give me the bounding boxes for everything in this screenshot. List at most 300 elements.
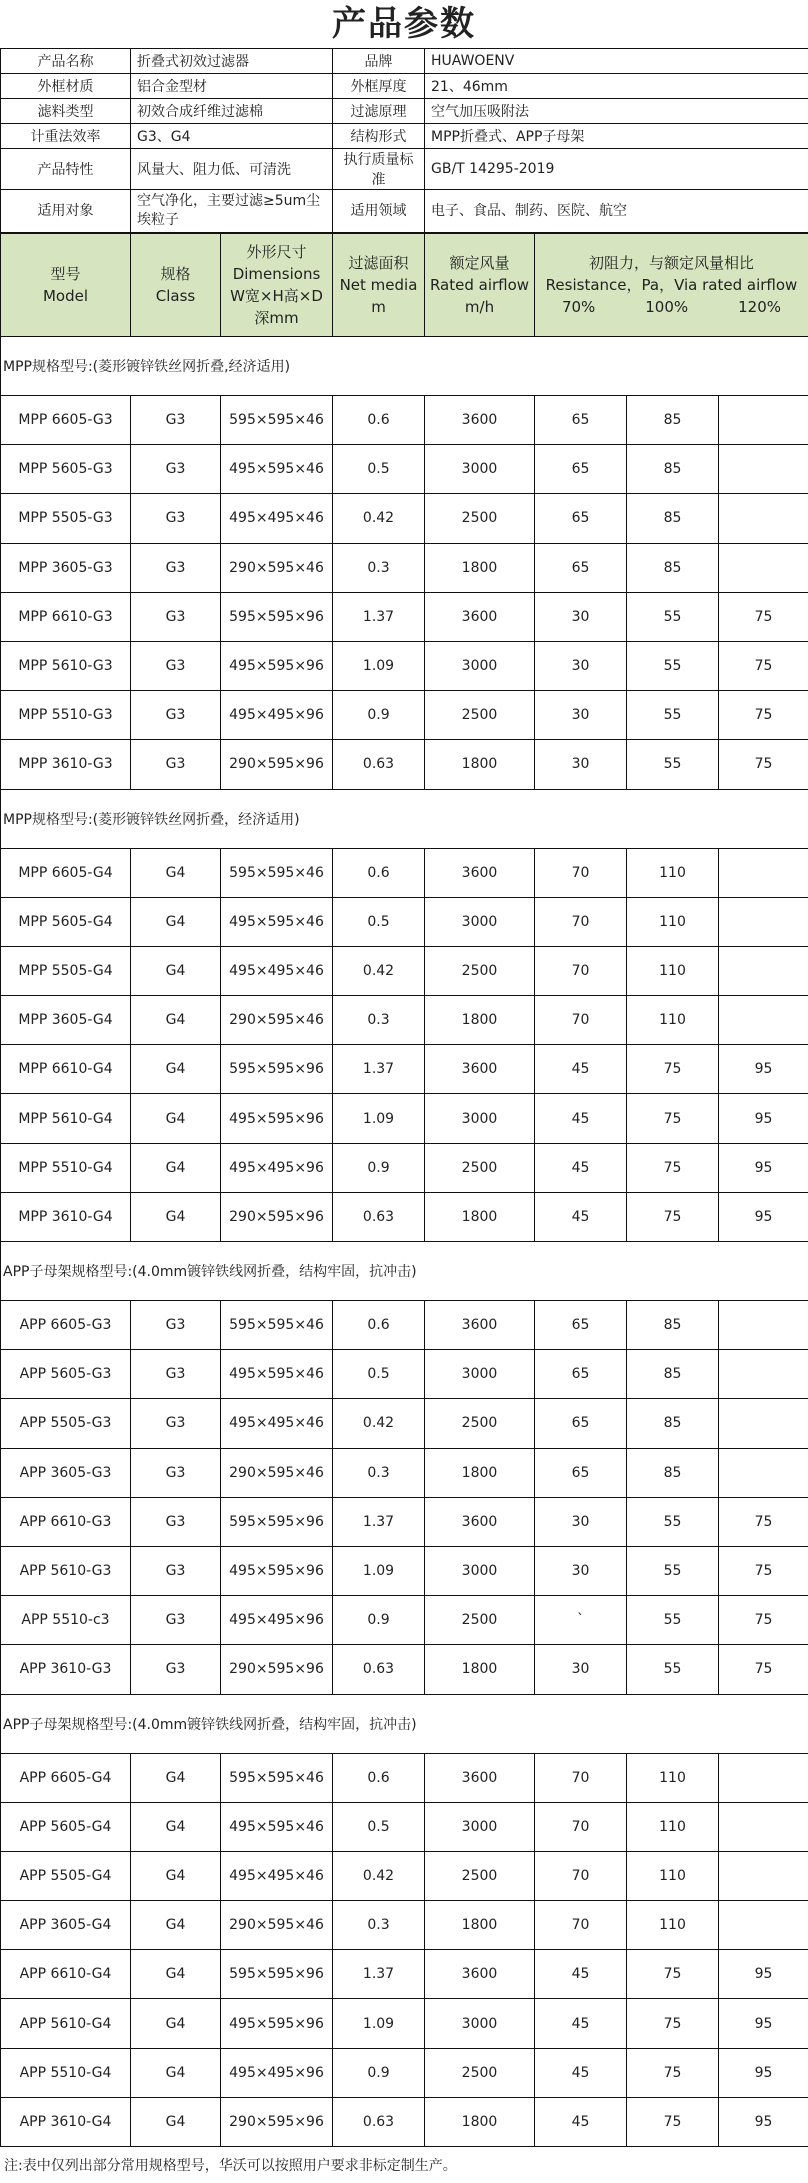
cell-dimensions: 290×595×46 bbox=[221, 543, 333, 592]
cell-dimensions: 495×595×46 bbox=[221, 1350, 333, 1399]
spec-value: 铝合金型材 bbox=[131, 74, 333, 99]
spec-label: 计重法效率 bbox=[1, 124, 131, 149]
cell-resistance-120 bbox=[719, 396, 808, 445]
table-row bbox=[1, 1094, 808, 1143]
spec-label: 过滤原理 bbox=[333, 99, 425, 124]
cell-model: APP 6605-G4 bbox=[1, 1753, 131, 1802]
table-row bbox=[1, 996, 808, 1045]
cell-rated-airflow: 3000 bbox=[425, 1802, 535, 1851]
cell-dimensions: 495×495×96 bbox=[221, 2048, 333, 2097]
cell-resistance-70: 30 bbox=[535, 592, 627, 641]
cell-rated-airflow: 2500 bbox=[425, 1596, 535, 1645]
cell-dimensions: 290×595×96 bbox=[221, 1192, 333, 1241]
cell-model: MPP 6605-G4 bbox=[1, 848, 131, 897]
spec-value: 空气加压吸附法 bbox=[425, 99, 808, 124]
cell-class: G3 bbox=[131, 396, 221, 445]
section-title: APP子母架规格型号:(4.0mm镀锌铁线网折叠，结构牢固，抗冲击) bbox=[1, 1694, 808, 1753]
cell-dimensions: 595×595×96 bbox=[221, 1045, 333, 1094]
table-row bbox=[1, 1901, 808, 1950]
cell-class: G4 bbox=[131, 2097, 221, 2146]
cell-filter-area: 0.9 bbox=[333, 1143, 425, 1192]
cell-resistance-120: 75 bbox=[719, 592, 808, 641]
cell-model: APP 5505-G3 bbox=[1, 1399, 131, 1448]
table-row bbox=[1, 1596, 808, 1645]
cell-resistance-100: 75 bbox=[627, 1999, 719, 2048]
cell-model: APP 3605-G4 bbox=[1, 1901, 131, 1950]
cell-dimensions: 495×595×46 bbox=[221, 897, 333, 946]
cell-dimensions: 595×595×46 bbox=[221, 848, 333, 897]
cell-dimensions: 495×595×96 bbox=[221, 641, 333, 690]
cell-class: G3 bbox=[131, 592, 221, 641]
cell-resistance-100: 85 bbox=[627, 396, 719, 445]
table-row bbox=[1, 1950, 808, 1999]
cell-resistance-70: 70 bbox=[535, 946, 627, 995]
cell-rated-airflow: 3000 bbox=[425, 1546, 535, 1595]
section-title: MPP规格型号:(菱形镀锌铁丝网折叠，经济适用) bbox=[1, 789, 808, 848]
table-row bbox=[1, 1497, 808, 1546]
cell-resistance-100: 75 bbox=[627, 1094, 719, 1143]
cell-filter-area: 1.09 bbox=[333, 641, 425, 690]
cell-resistance-70: 70 bbox=[535, 848, 627, 897]
spec-label: 执行质量标准 bbox=[333, 149, 425, 190]
cell-resistance-100: 110 bbox=[627, 848, 719, 897]
spec-value: 风量大、阻力低、可清洗 bbox=[131, 149, 333, 190]
cell-class: G3 bbox=[131, 1350, 221, 1399]
spec-label: 外框厚度 bbox=[333, 74, 425, 99]
spec-value: 初效合成纤维过滤棉 bbox=[131, 99, 333, 124]
cell-resistance-120 bbox=[719, 445, 808, 494]
cell-class: G3 bbox=[131, 1645, 221, 1694]
cell-rated-airflow: 3000 bbox=[425, 1094, 535, 1143]
cell-filter-area: 0.63 bbox=[333, 1192, 425, 1241]
table-row bbox=[1, 1045, 808, 1094]
cell-class: G4 bbox=[131, 1045, 221, 1094]
cell-class: G4 bbox=[131, 1753, 221, 1802]
cell-model: APP 5510-G4 bbox=[1, 2048, 131, 2097]
cell-class: G3 bbox=[131, 1301, 221, 1350]
cell-resistance-70: 30 bbox=[535, 641, 627, 690]
cell-dimensions: 290×595×46 bbox=[221, 1448, 333, 1497]
cell-resistance-100: 85 bbox=[627, 445, 719, 494]
cell-resistance-70: 65 bbox=[535, 1448, 627, 1497]
cell-rated-airflow: 1800 bbox=[425, 543, 535, 592]
cell-model: MPP 3610-G3 bbox=[1, 740, 131, 789]
cell-resistance-120: 95 bbox=[719, 1999, 808, 2048]
cell-class: G4 bbox=[131, 1094, 221, 1143]
cell-resistance-120 bbox=[719, 848, 808, 897]
cell-class: G3 bbox=[131, 1546, 221, 1595]
table-header-row bbox=[1, 234, 808, 337]
cell-resistance-120 bbox=[719, 1448, 808, 1497]
spec-label: 滤料类型 bbox=[1, 99, 131, 124]
spec-value: 电子、食品、制药、医院、航空 bbox=[425, 190, 808, 233]
cell-filter-area: 0.9 bbox=[333, 1596, 425, 1645]
footnote: 注:表中仅列出部分常用规格型号，华沃可以按照用户要求非标定制生产。 bbox=[4, 2158, 457, 2174]
cell-filter-area: 1.09 bbox=[333, 1546, 425, 1595]
table-row bbox=[1, 1192, 808, 1241]
cell-dimensions: 495×595×46 bbox=[221, 1802, 333, 1851]
cell-model: APP 6605-G3 bbox=[1, 1301, 131, 1350]
cell-rated-airflow: 3000 bbox=[425, 897, 535, 946]
cell-rated-airflow: 3600 bbox=[425, 1497, 535, 1546]
cell-filter-area: 0.3 bbox=[333, 996, 425, 1045]
spec-value: HUAWOENV bbox=[425, 49, 808, 74]
cell-filter-area: 0.42 bbox=[333, 946, 425, 995]
cell-dimensions: 595×595×96 bbox=[221, 592, 333, 641]
cell-filter-area: 0.6 bbox=[333, 1301, 425, 1350]
cell-resistance-120: 95 bbox=[719, 1143, 808, 1192]
cell-dimensions: 595×595×46 bbox=[221, 1301, 333, 1350]
spec-label: 适用对象 bbox=[1, 190, 131, 233]
header-dimensions: 外形尺寸 Dimensions W宽×H高×D深mm bbox=[221, 234, 333, 337]
cell-model: MPP 6610-G4 bbox=[1, 1045, 131, 1094]
cell-resistance-70: 45 bbox=[535, 1192, 627, 1241]
header-filter-area: 过滤面积 Net mediam bbox=[333, 234, 425, 337]
cell-class: G3 bbox=[131, 740, 221, 789]
cell-resistance-120: 75 bbox=[719, 1497, 808, 1546]
cell-resistance-70: 65 bbox=[535, 445, 627, 494]
cell-resistance-70: 70 bbox=[535, 1753, 627, 1802]
cell-dimensions: 495×495×96 bbox=[221, 691, 333, 740]
cell-class: G3 bbox=[131, 1399, 221, 1448]
cell-resistance-120: 95 bbox=[719, 1950, 808, 1999]
spec-value: 21、46mm bbox=[425, 74, 808, 99]
table-row bbox=[1, 897, 808, 946]
table-row bbox=[1, 1399, 808, 1448]
spec-table bbox=[0, 48, 808, 233]
cell-resistance-70: 70 bbox=[535, 996, 627, 1045]
cell-model: MPP 6610-G3 bbox=[1, 592, 131, 641]
cell-filter-area: 0.5 bbox=[333, 1802, 425, 1851]
cell-class: G3 bbox=[131, 1497, 221, 1546]
cell-resistance-100: 110 bbox=[627, 1851, 719, 1900]
cell-resistance-100: 75 bbox=[627, 1143, 719, 1192]
cell-resistance-70: 70 bbox=[535, 1802, 627, 1851]
page-title: 产品参数 bbox=[332, 4, 476, 44]
cell-dimensions: 595×595×96 bbox=[221, 1950, 333, 1999]
cell-class: G3 bbox=[131, 641, 221, 690]
cell-model: APP 5505-G4 bbox=[1, 1851, 131, 1900]
cell-resistance-120: 75 bbox=[719, 691, 808, 740]
cell-dimensions: 495×495×96 bbox=[221, 1143, 333, 1192]
cell-resistance-120 bbox=[719, 1350, 808, 1399]
cell-resistance-70: 30 bbox=[535, 691, 627, 740]
cell-dimensions: 290×595×96 bbox=[221, 740, 333, 789]
cell-rated-airflow: 3600 bbox=[425, 1950, 535, 1999]
cell-dimensions: 495×495×46 bbox=[221, 1399, 333, 1448]
section-title: MPP规格型号:(菱形镀锌铁丝网折叠,经济适用) bbox=[1, 337, 808, 396]
table-row bbox=[1, 691, 808, 740]
cell-resistance-100: 75 bbox=[627, 1045, 719, 1094]
cell-filter-area: 0.3 bbox=[333, 1448, 425, 1497]
cell-resistance-120 bbox=[719, 897, 808, 946]
cell-dimensions: 495×495×46 bbox=[221, 1851, 333, 1900]
spec-label: 结构形式 bbox=[333, 124, 425, 149]
cell-rated-airflow: 1800 bbox=[425, 996, 535, 1045]
cell-filter-area: 0.63 bbox=[333, 2097, 425, 2146]
section-header-row bbox=[1, 789, 808, 848]
table-row bbox=[1, 1350, 808, 1399]
cell-resistance-70: 45 bbox=[535, 1950, 627, 1999]
table-row bbox=[1, 1301, 808, 1350]
cell-resistance-70: ` bbox=[535, 1596, 627, 1645]
cell-dimensions: 495×595×96 bbox=[221, 1999, 333, 2048]
cell-resistance-100: 85 bbox=[627, 543, 719, 592]
spec-label: 适用领域 bbox=[333, 190, 425, 233]
cell-class: G4 bbox=[131, 1999, 221, 2048]
cell-resistance-100: 75 bbox=[627, 2048, 719, 2097]
table-row bbox=[1, 1645, 808, 1694]
section-header-row bbox=[1, 1242, 808, 1301]
spec-value: 空气净化，主要过滤≥5um尘埃粒子 bbox=[131, 190, 333, 233]
table-row bbox=[1, 592, 808, 641]
table-row bbox=[1, 740, 808, 789]
table-row bbox=[1, 1753, 808, 1802]
cell-resistance-70: 65 bbox=[535, 1301, 627, 1350]
cell-filter-area: 1.37 bbox=[333, 1497, 425, 1546]
cell-resistance-100: 75 bbox=[627, 1950, 719, 1999]
cell-model: APP 5510-c3 bbox=[1, 1596, 131, 1645]
cell-dimensions: 290×595×46 bbox=[221, 996, 333, 1045]
cell-resistance-70: 65 bbox=[535, 396, 627, 445]
cell-rated-airflow: 3000 bbox=[425, 641, 535, 690]
spec-label: 外框材质 bbox=[1, 74, 131, 99]
spec-row bbox=[1, 149, 808, 190]
cell-resistance-120: 95 bbox=[719, 2048, 808, 2097]
cell-resistance-100: 55 bbox=[627, 740, 719, 789]
table-row bbox=[1, 2097, 808, 2146]
cell-rated-airflow: 1800 bbox=[425, 1901, 535, 1950]
cell-model: APP 6610-G3 bbox=[1, 1497, 131, 1546]
cell-model: APP 6610-G4 bbox=[1, 1950, 131, 1999]
spec-value: GB/T 14295-2019 bbox=[425, 149, 808, 190]
header-pct-70: 70% bbox=[561, 298, 596, 316]
cell-rated-airflow: 3600 bbox=[425, 1753, 535, 1802]
cell-resistance-70: 65 bbox=[535, 1399, 627, 1448]
spec-row bbox=[1, 190, 808, 233]
cell-resistance-70: 30 bbox=[535, 740, 627, 789]
cell-resistance-100: 55 bbox=[627, 1596, 719, 1645]
cell-resistance-120 bbox=[719, 1901, 808, 1950]
cell-model: MPP 5510-G3 bbox=[1, 691, 131, 740]
cell-dimensions: 290×595×96 bbox=[221, 2097, 333, 2146]
cell-resistance-120: 95 bbox=[719, 1094, 808, 1143]
cell-resistance-100: 85 bbox=[627, 1301, 719, 1350]
cell-dimensions: 495×495×46 bbox=[221, 946, 333, 995]
cell-class: G4 bbox=[131, 946, 221, 995]
cell-filter-area: 1.37 bbox=[333, 1950, 425, 1999]
cell-filter-area: 1.37 bbox=[333, 1045, 425, 1094]
cell-model: APP 3610-G3 bbox=[1, 1645, 131, 1694]
cell-filter-area: 0.63 bbox=[333, 1645, 425, 1694]
spec-label: 产品名称 bbox=[1, 49, 131, 74]
spec-row bbox=[1, 99, 808, 124]
cell-resistance-100: 75 bbox=[627, 2097, 719, 2146]
cell-resistance-100: 55 bbox=[627, 1546, 719, 1595]
cell-resistance-70: 65 bbox=[535, 494, 627, 543]
cell-rated-airflow: 2500 bbox=[425, 2048, 535, 2097]
cell-resistance-120: 95 bbox=[719, 1192, 808, 1241]
cell-resistance-120: 95 bbox=[719, 1045, 808, 1094]
cell-filter-area: 0.5 bbox=[333, 1350, 425, 1399]
section-header-row bbox=[1, 337, 808, 396]
cell-resistance-120 bbox=[719, 543, 808, 592]
cell-resistance-120 bbox=[719, 996, 808, 1045]
cell-resistance-120 bbox=[719, 1802, 808, 1851]
cell-rated-airflow: 1800 bbox=[425, 2097, 535, 2146]
cell-rated-airflow: 3600 bbox=[425, 592, 535, 641]
table-row bbox=[1, 1143, 808, 1192]
cell-resistance-70: 30 bbox=[535, 1546, 627, 1595]
cell-filter-area: 0.9 bbox=[333, 691, 425, 740]
section-header-row bbox=[1, 1694, 808, 1753]
cell-rated-airflow: 3600 bbox=[425, 1045, 535, 1094]
cell-filter-area: 1.37 bbox=[333, 592, 425, 641]
cell-class: G4 bbox=[131, 848, 221, 897]
cell-resistance-100: 110 bbox=[627, 1753, 719, 1802]
cell-model: MPP 5605-G4 bbox=[1, 897, 131, 946]
cell-model: APP 5605-G3 bbox=[1, 1350, 131, 1399]
header-class: 规格 Class bbox=[131, 234, 221, 337]
cell-resistance-70: 45 bbox=[535, 1045, 627, 1094]
cell-dimensions: 290×595×46 bbox=[221, 1901, 333, 1950]
cell-resistance-120: 75 bbox=[719, 1596, 808, 1645]
cell-resistance-70: 30 bbox=[535, 1497, 627, 1546]
cell-dimensions: 595×595×46 bbox=[221, 1753, 333, 1802]
cell-resistance-100: 85 bbox=[627, 1350, 719, 1399]
cell-filter-area: 0.5 bbox=[333, 445, 425, 494]
cell-rated-airflow: 2500 bbox=[425, 1143, 535, 1192]
cell-rated-airflow: 3600 bbox=[425, 1301, 535, 1350]
cell-resistance-100: 85 bbox=[627, 494, 719, 543]
cell-resistance-120 bbox=[719, 1753, 808, 1802]
cell-model: APP 5610-G4 bbox=[1, 1999, 131, 2048]
cell-class: G3 bbox=[131, 1596, 221, 1645]
table-row bbox=[1, 1448, 808, 1497]
cell-class: G4 bbox=[131, 1143, 221, 1192]
cell-resistance-70: 45 bbox=[535, 2097, 627, 2146]
cell-rated-airflow: 1800 bbox=[425, 1448, 535, 1497]
cell-resistance-100: 55 bbox=[627, 1497, 719, 1546]
header-model: 型号 Model bbox=[1, 234, 131, 337]
cell-filter-area: 0.42 bbox=[333, 1399, 425, 1448]
cell-dimensions: 595×595×46 bbox=[221, 396, 333, 445]
cell-resistance-120: 75 bbox=[719, 1645, 808, 1694]
cell-rated-airflow: 1800 bbox=[425, 740, 535, 789]
spec-label: 产品特性 bbox=[1, 149, 131, 190]
cell-filter-area: 1.09 bbox=[333, 1999, 425, 2048]
cell-rated-airflow: 1800 bbox=[425, 1192, 535, 1241]
cell-resistance-100: 85 bbox=[627, 1399, 719, 1448]
cell-filter-area: 0.6 bbox=[333, 848, 425, 897]
cell-class: G4 bbox=[131, 1851, 221, 1900]
cell-resistance-120 bbox=[719, 1399, 808, 1448]
cell-rated-airflow: 3600 bbox=[425, 848, 535, 897]
table-row bbox=[1, 445, 808, 494]
cell-resistance-100: 75 bbox=[627, 1192, 719, 1241]
cell-rated-airflow: 2500 bbox=[425, 1399, 535, 1448]
spec-row bbox=[1, 124, 808, 149]
cell-dimensions: 495×495×46 bbox=[221, 494, 333, 543]
cell-resistance-120 bbox=[719, 946, 808, 995]
cell-dimensions: 495×595×46 bbox=[221, 445, 333, 494]
cell-class: G3 bbox=[131, 1448, 221, 1497]
cell-rated-airflow: 2500 bbox=[425, 494, 535, 543]
spec-row bbox=[1, 49, 808, 74]
cell-resistance-120: 75 bbox=[719, 1546, 808, 1595]
cell-resistance-100: 110 bbox=[627, 897, 719, 946]
cell-dimensions: 290×595×96 bbox=[221, 1645, 333, 1694]
cell-resistance-70: 45 bbox=[535, 2048, 627, 2097]
cell-rated-airflow: 3600 bbox=[425, 396, 535, 445]
cell-filter-area: 0.6 bbox=[333, 1753, 425, 1802]
cell-filter-area: 0.9 bbox=[333, 2048, 425, 2097]
model-table bbox=[0, 233, 808, 2147]
cell-filter-area: 0.6 bbox=[333, 396, 425, 445]
spec-value: G3、G4 bbox=[131, 124, 333, 149]
note-table bbox=[0, 2147, 808, 2183]
cell-resistance-70: 30 bbox=[535, 1645, 627, 1694]
header-pct-120: 120% bbox=[738, 298, 781, 316]
cell-resistance-120 bbox=[719, 1301, 808, 1350]
cell-rated-airflow: 2500 bbox=[425, 691, 535, 740]
cell-resistance-100: 55 bbox=[627, 592, 719, 641]
cell-model: MPP 5610-G4 bbox=[1, 1094, 131, 1143]
header-resistance: 初阻力，与额定风量相比 Resistance，Pa，Via rated airflow 70% 100% 120% bbox=[535, 234, 808, 337]
cell-resistance-70: 65 bbox=[535, 543, 627, 592]
cell-model: MPP 3605-G3 bbox=[1, 543, 131, 592]
cell-model: MPP 5510-G4 bbox=[1, 1143, 131, 1192]
header-rated-airflow: 额定风量 Rated airflow m/h bbox=[425, 234, 535, 337]
table-row bbox=[1, 848, 808, 897]
spec-row bbox=[1, 74, 808, 99]
spec-value: MPP折叠式、APP子母架 bbox=[425, 124, 808, 149]
cell-dimensions: 495×595×96 bbox=[221, 1546, 333, 1595]
cell-class: G3 bbox=[131, 494, 221, 543]
cell-resistance-120: 75 bbox=[719, 740, 808, 789]
cell-filter-area: 0.42 bbox=[333, 494, 425, 543]
cell-dimensions: 595×595×96 bbox=[221, 1497, 333, 1546]
cell-model: MPP 5505-G3 bbox=[1, 494, 131, 543]
cell-class: G3 bbox=[131, 543, 221, 592]
cell-model: MPP 5610-G3 bbox=[1, 641, 131, 690]
cell-dimensions: 495×495×96 bbox=[221, 1596, 333, 1645]
cell-filter-area: 0.63 bbox=[333, 740, 425, 789]
cell-rated-airflow: 1800 bbox=[425, 1645, 535, 1694]
cell-rated-airflow: 2500 bbox=[425, 946, 535, 995]
cell-resistance-70: 70 bbox=[535, 1901, 627, 1950]
cell-resistance-100: 55 bbox=[627, 691, 719, 740]
cell-rated-airflow: 2500 bbox=[425, 1851, 535, 1900]
cell-rated-airflow: 3000 bbox=[425, 1350, 535, 1399]
spec-value: 折叠式初效过滤器 bbox=[131, 49, 333, 74]
cell-resistance-100: 55 bbox=[627, 641, 719, 690]
cell-model: MPP 6605-G3 bbox=[1, 396, 131, 445]
header-pct-100: 100% bbox=[645, 298, 689, 316]
cell-model: APP 5610-G3 bbox=[1, 1546, 131, 1595]
cell-class: G3 bbox=[131, 445, 221, 494]
cell-rated-airflow: 3000 bbox=[425, 445, 535, 494]
cell-class: G4 bbox=[131, 1950, 221, 1999]
cell-model: APP 3610-G4 bbox=[1, 2097, 131, 2146]
spec-label: 品牌 bbox=[333, 49, 425, 74]
table-row bbox=[1, 1546, 808, 1595]
cell-resistance-100: 110 bbox=[627, 1802, 719, 1851]
table-row bbox=[1, 543, 808, 592]
table-row bbox=[1, 1802, 808, 1851]
cell-resistance-120: 75 bbox=[719, 641, 808, 690]
cell-model: MPP 5605-G3 bbox=[1, 445, 131, 494]
